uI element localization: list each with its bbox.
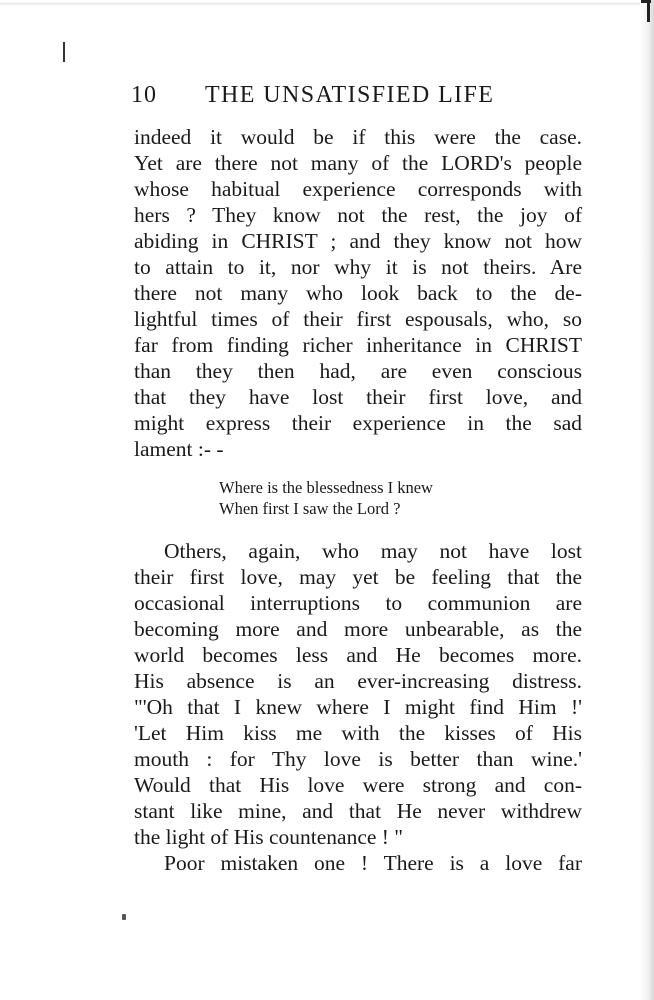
text-line: there not many who look back to the de-: [134, 281, 582, 305]
text-line: occasional interruptions to communion are: [134, 591, 582, 615]
text-line: their first love, may yet be feeling that the: [134, 565, 582, 589]
verse-line: Where is the blessedness I knew: [219, 478, 433, 497]
paragraph-1: [134, 124, 582, 462]
text-line: Would that His love were strong and con-: [134, 773, 582, 797]
running-head: [131, 82, 581, 116]
text-line: the light of His countenance ! ": [134, 825, 404, 849]
scan-right-edge: [640, 0, 654, 1000]
text-line: lament :- -: [134, 437, 224, 461]
text-line: mouth : for Thy love is better than wine.': [134, 747, 582, 771]
running-title: THE UNSATISFIED LIFE: [205, 82, 495, 108]
text-line: 'Let Him kiss me with the kisses of His: [134, 721, 582, 745]
text-line: than they then had, are even conscious: [134, 359, 582, 383]
page-number: 10: [131, 82, 157, 108]
verse-line: When first I saw the Lord ?: [219, 499, 401, 518]
scan-corner-mark-top: [641, 0, 651, 3]
text-line: lightful times of their first espousals, who, so: [134, 307, 582, 331]
scan-top-edge: [0, 0, 654, 6]
text-line: abiding in CHRIST ; and they know not how: [134, 229, 582, 253]
text-line: His absence is an ever-increasing distress.: [134, 669, 582, 693]
text-line: world becomes less and He becomes more.: [134, 643, 582, 667]
text-line: might express their experience in the sad: [134, 411, 582, 435]
margin-mark: [63, 42, 65, 62]
text-line: Poor mistaken one ! There is a love far: [164, 851, 582, 875]
ink-speck: [122, 914, 126, 920]
text-line: indeed it would be if this were the case.: [134, 125, 582, 149]
text-line: that they have lost their first love, and: [134, 385, 582, 409]
scan-corner-mark: [647, 2, 650, 22]
text-line: becoming more and more unbearable, as the: [134, 617, 582, 641]
text-line: whose habitual experience corresponds with: [134, 177, 582, 201]
text-line: "'Oh that I knew where I might find Him !': [134, 695, 582, 719]
text-line: Others, again, who may not have lost: [164, 539, 582, 563]
text-line: Yet are there not many of the LORD's people: [134, 151, 582, 175]
text-line: stant like mine, and that He never withdrew: [134, 799, 582, 823]
text-line: far from finding richer inheritance in CHRIST: [134, 333, 582, 357]
text-line: hers ? They know not the rest, the joy of: [134, 203, 582, 227]
text-line: to attain to it, nor why it is not theirs. Are: [134, 255, 582, 279]
verse-quotation: [219, 477, 519, 519]
paragraph-2: [134, 538, 582, 876]
